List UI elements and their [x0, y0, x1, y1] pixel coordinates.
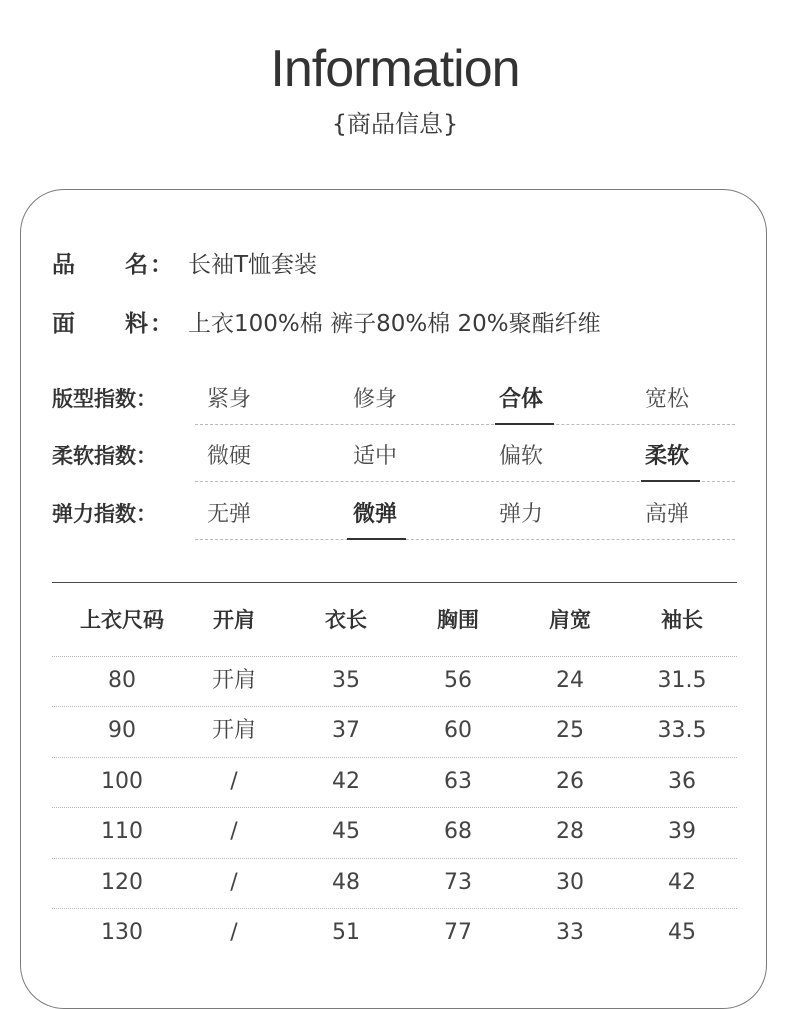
- table-top-rule: [52, 582, 737, 583]
- cell-shoulder-width: 28: [556, 819, 584, 844]
- row-divider: [52, 858, 737, 859]
- softness-option-medium: 适中: [353, 444, 398, 469]
- cell-size: 110: [101, 819, 143, 844]
- cell-shoulder-width: 30: [556, 870, 584, 895]
- fit-dashed-line: [195, 424, 735, 425]
- row-divider: [52, 908, 737, 909]
- cell-chest: 77: [444, 920, 472, 945]
- product-name-label-a: 品: [52, 252, 75, 278]
- material-row: [52, 311, 601, 339]
- product-name-label-b: 名: [125, 252, 148, 278]
- table-row: [52, 656, 737, 706]
- table-row: [52, 858, 737, 908]
- cell-size: 90: [108, 718, 136, 743]
- fit-option-regular: 合体: [499, 387, 544, 412]
- elasticity-option-stretch: 弹力: [499, 502, 544, 527]
- elasticity-index-label: 弹力指数：: [52, 502, 157, 526]
- cell-shoulder-opening: /: [230, 769, 238, 794]
- table-row: [52, 807, 737, 857]
- cell-chest: 56: [444, 668, 472, 693]
- softness-index-row: [52, 444, 742, 484]
- cell-sleeve: 33.5: [657, 718, 707, 743]
- cell-length: 35: [332, 668, 360, 693]
- cell-size: 80: [108, 668, 136, 693]
- material-colon: ：: [150, 311, 173, 337]
- softness-option-stiff: 微硬: [207, 444, 252, 469]
- table-header-row: [52, 608, 737, 638]
- material-value: 上衣100%棉 裤子80%棉 20%聚酯纤维: [188, 311, 601, 337]
- cell-sleeve: 45: [668, 920, 696, 945]
- cell-size: 120: [101, 870, 143, 895]
- fit-option-tight: 紧身: [207, 387, 252, 412]
- header-length: 衣长: [325, 608, 367, 632]
- header-shoulder-opening: 开肩: [213, 608, 255, 632]
- softness-index-label: 柔软指数：: [52, 444, 157, 468]
- elasticity-index-row: [52, 502, 742, 542]
- cell-shoulder-width: 26: [556, 769, 584, 794]
- cell-length: 45: [332, 819, 360, 844]
- fit-index-label: 版型指数：: [52, 387, 157, 411]
- cell-shoulder-opening: 开肩: [211, 668, 256, 693]
- softness-selected-underline: [641, 480, 700, 482]
- softness-option-softish: 偏软: [499, 444, 544, 469]
- fit-index-row: [52, 387, 742, 427]
- row-divider: [52, 807, 737, 808]
- fit-option-loose: 宽松: [645, 387, 690, 412]
- header-size: 上衣尺码: [80, 608, 164, 632]
- table-row: [52, 908, 737, 958]
- cell-chest: 60: [444, 718, 472, 743]
- cell-length: 51: [332, 920, 360, 945]
- header-sleeve: 袖长: [661, 608, 703, 632]
- cell-length: 42: [332, 769, 360, 794]
- row-divider: [52, 656, 737, 657]
- page-subtitle: {商品信息}: [331, 110, 459, 138]
- cell-sleeve: 42: [668, 870, 696, 895]
- cell-shoulder-opening: /: [230, 870, 238, 895]
- cell-chest: 73: [444, 870, 472, 895]
- cell-shoulder-opening: 开肩: [211, 718, 256, 743]
- cell-chest: 63: [444, 769, 472, 794]
- header-shoulder-width: 肩宽: [549, 608, 591, 632]
- material-label-a: 面: [52, 311, 75, 337]
- product-name-colon: ：: [150, 252, 173, 278]
- table-row: [52, 706, 737, 756]
- page-title: Information: [270, 40, 520, 98]
- cell-sleeve: 39: [668, 819, 696, 844]
- softness-option-soft: 柔软: [645, 444, 690, 469]
- fit-option-slim: 修身: [353, 387, 398, 412]
- cell-shoulder-width: 25: [556, 718, 584, 743]
- elasticity-option-high: 高弹: [645, 502, 690, 527]
- cell-size: 100: [101, 769, 143, 794]
- elasticity-option-slight: 微弹: [353, 502, 398, 527]
- fit-selected-underline: [495, 423, 554, 425]
- elasticity-dashed-line: [195, 539, 735, 540]
- cell-sleeve: 36: [668, 769, 696, 794]
- cell-sleeve: 31.5: [657, 668, 707, 693]
- cell-shoulder-width: 24: [556, 668, 584, 693]
- product-name-row: [52, 252, 318, 280]
- cell-shoulder-opening: /: [230, 920, 238, 945]
- cell-size: 130: [101, 920, 143, 945]
- cell-length: 48: [332, 870, 360, 895]
- cell-length: 37: [332, 718, 360, 743]
- elasticity-option-none: 无弹: [207, 502, 252, 527]
- table-row: [52, 757, 737, 807]
- row-divider: [52, 706, 737, 707]
- material-label-b: 料: [125, 311, 148, 337]
- elasticity-selected-underline: [347, 538, 406, 540]
- cell-shoulder-width: 33: [556, 920, 584, 945]
- row-divider: [52, 757, 737, 758]
- header-chest: 胸围: [437, 608, 479, 632]
- cell-chest: 68: [444, 819, 472, 844]
- cell-shoulder-opening: /: [230, 819, 238, 844]
- product-name-value: 长袖T恤套装: [188, 252, 318, 278]
